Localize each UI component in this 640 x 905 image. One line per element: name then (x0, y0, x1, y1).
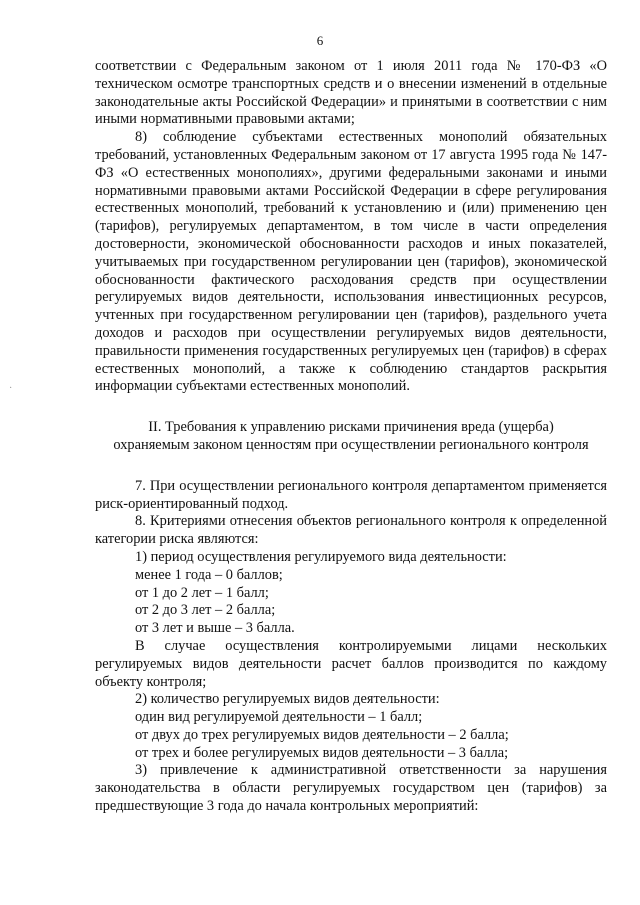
paragraph-7: 7. При осуществлении регионального контроля департаментом применяется риск-ориентированный подход. (95, 477, 607, 512)
criterion-1-note: В случае осуществления контролируемыми лицами нескольких регулируемых видов деятельности расчет баллов производится по каждому объекту контроля; (95, 637, 607, 690)
criterion-2-title: 2) количество регулируемых видов деятельности: (135, 691, 440, 708)
section-heading-line-1: II. Требования к управлению рисками причинения вреда (ущерба) (148, 419, 554, 436)
section-heading (95, 419, 607, 455)
list-item: от двух до трех регулируемых видов деятельности – 2 балла; (135, 726, 509, 743)
list-item: один вид регулируемой деятельности – 1 балл; (135, 709, 423, 726)
list-item: менее 1 года – 0 баллов; (135, 566, 283, 583)
section-heading-line-2: охраняемым законом ценностям при осуществлении регионального контроля (113, 436, 589, 453)
criterion-3-title: 3) привлечение к административной ответственности за нарушения законодательства в области регулируемых государством цен (тарифов) за предшествующие 3 года до начала контрольных мероприятий: (95, 762, 607, 815)
margin-mark: · (9, 383, 13, 394)
paragraph-8: 8. Критериями отнесения объектов регионального контроля к определенной категории риска являются: (95, 513, 607, 548)
page-number: 6 (316, 33, 324, 48)
document-body (95, 58, 607, 816)
list-item: от 2 до 3 лет – 2 балла; (135, 602, 276, 619)
paragraph-item-8: 8) соблюдение субъектами естественных монополий обязательных требований, установленных Федеральным законом от 17 августа 1995 года № 147-ФЗ «О естественных монополиях», другими федеральными законами и иными нормативными правовыми актами Российской Федерации в сфере регулирования естественных монополий, требований к установлению и (или) применению цен (тарифов), регулируемых департаментом, в том числе в части определения достоверности, экономической обоснованности расходов и иных показателей, учитываемых при государственном регулировании цен (тарифов), экономической обоснованности фактического расходования средств при осуществлении регулируемых видов деятельности, использования инвестиционных ресурсов, учтенных при государственном регулировании цен (тарифов), раздельного учета доходов и расходов при осуществлении регулируемых видов деятельности, правильности применения государственных регулируемых цен (тарифов) в сферах естественных монополий, а также к соблюдению стандартов раскрытия информации субъектами естественных монополий. (95, 129, 607, 395)
paragraph-continuation: соответствии с Федеральным законом от 1 июля 2011 года № 170-ФЗ «О техническом осмотре транспортных средств и о внесении изменений в отдельные законодательные акты Российской Федерации» и принятыми в соответствии с ним иными нормативными правовыми актами; (95, 58, 607, 128)
list-item: от трех и более регулируемых видов деятельности – 3 балла; (135, 744, 509, 761)
list-item: от 1 до 2 лет – 1 балл; (135, 584, 269, 601)
criterion-1-title: 1) период осуществления регулируемого вида деятельности: (135, 548, 507, 565)
list-item: от 3 лет и выше – 3 балла. (135, 620, 295, 637)
